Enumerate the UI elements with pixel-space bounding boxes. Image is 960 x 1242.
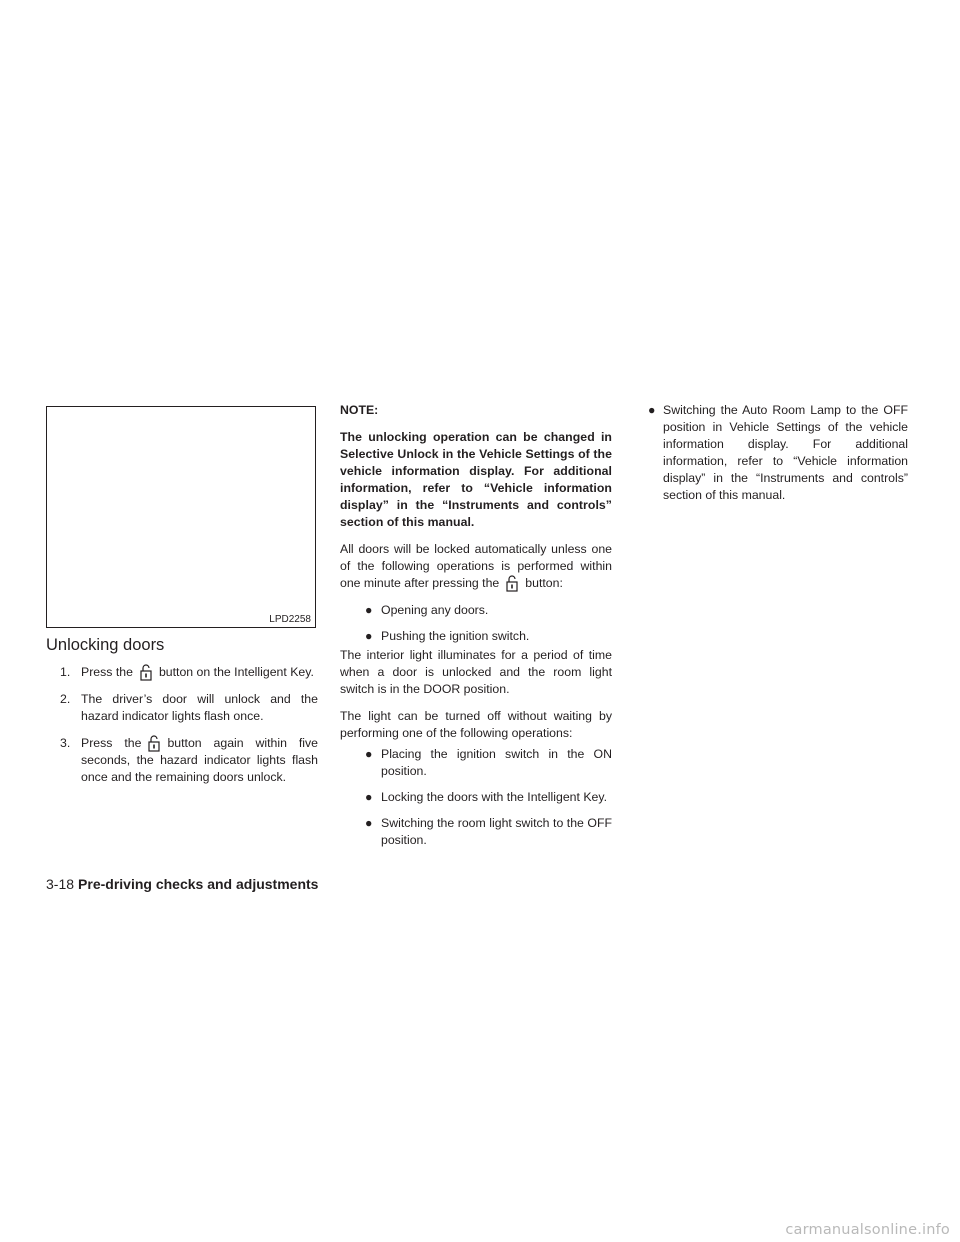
step-text: Press the	[81, 665, 133, 679]
page-footer	[46, 876, 318, 892]
list-item	[356, 746, 612, 780]
figure-id: LPD2258	[269, 614, 311, 625]
note-body: The unlocking operation can be changed in Selective Unlock in the Vehicle Settings of the vehicle information display. For additional information, refer to “Vehicle information display” in the “Instruments and controls” section of this manual.	[340, 430, 612, 529]
list-item-text: Switching the room light switch to the OFF position.	[381, 816, 612, 847]
light-off-intro: The light can be turned off without waiting by performing one of the following operations:	[340, 709, 612, 740]
bullet-icon: ●	[365, 816, 373, 830]
list-item-text: Placing the ignition switch in the ON position.	[381, 747, 612, 778]
note-heading: NOTE:	[340, 403, 379, 417]
continued-column	[646, 402, 908, 513]
page-number: 3-18	[46, 876, 75, 892]
unlock-key-icon	[499, 575, 525, 592]
auto-lock-text: All doors will be locked automatically unless one of the following operations is performed within one minute after pressing the	[340, 542, 612, 590]
step-text: button again within five seconds, the hazard indicator lights flash once and the remaining doors unlock.	[81, 736, 318, 784]
bullet-icon: ●	[648, 403, 656, 417]
list-item	[356, 628, 612, 645]
list-item-text: Switching the Auto Room Lamp to the OFF position in Vehicle Settings of the vehicle information display. For additional information, refer to “Vehicle information display” in the “Instruments and controls” section of this manual.	[663, 403, 908, 502]
step-number: 3.	[60, 736, 71, 750]
illustration-figure	[46, 406, 316, 628]
list-item	[356, 789, 612, 806]
unlock-key-icon	[133, 664, 159, 681]
bullet-icon: ●	[365, 603, 373, 617]
step-3	[60, 735, 318, 786]
bullet-icon: ●	[365, 790, 373, 804]
auto-lock-text: button:	[525, 576, 563, 590]
list-item	[646, 402, 908, 504]
step-1	[60, 664, 318, 681]
note-column	[340, 402, 612, 858]
steps-column	[60, 664, 318, 796]
list-item	[356, 815, 612, 849]
list-item-text: Locking the doors with the Intelligent Key.	[381, 790, 608, 804]
unlock-key-icon	[141, 735, 167, 752]
auto-lock-paragraph	[340, 541, 612, 592]
step-number: 1.	[60, 665, 71, 679]
section-title: Unlocking doors	[46, 636, 165, 654]
list-item-text: Pushing the ignition switch.	[381, 629, 530, 643]
interior-light-paragraph: The interior light illuminates for a period of time when a door is unlocked and the room light switch is in the DOOR position.	[340, 648, 612, 696]
step-text: The driver’s door will unlock and the hazard indicator lights flash once.	[81, 692, 318, 723]
step-text: Press the	[81, 736, 142, 750]
bullet-icon: ●	[365, 747, 373, 761]
step-number: 2.	[60, 692, 71, 706]
step-text: button on the Intelligent Key.	[158, 665, 314, 679]
list-item-text: Opening any doors.	[381, 603, 489, 617]
step-2	[60, 691, 318, 725]
chapter-title: Pre-driving checks and adjustments	[78, 876, 319, 892]
watermark: carmanualsonline.info	[785, 1222, 950, 1238]
bullet-icon: ●	[365, 629, 373, 643]
list-item	[356, 602, 612, 619]
